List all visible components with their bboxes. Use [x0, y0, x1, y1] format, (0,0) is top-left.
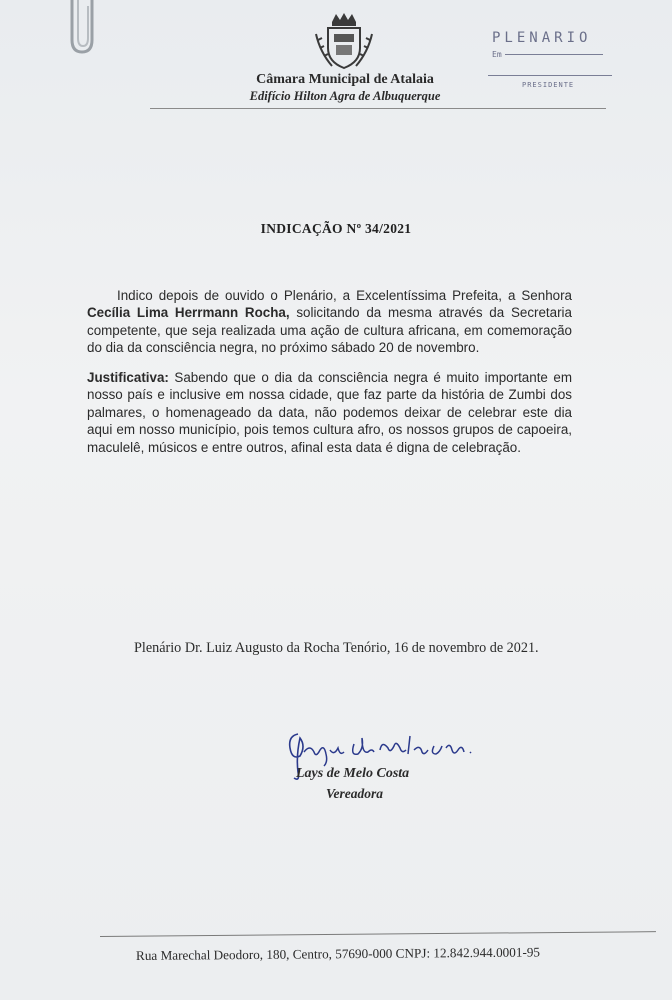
place-and-date: Plenário Dr. Luiz Augusto da Rocha Tenório, 16 de novembro de 2021.: [134, 640, 539, 656]
mayor-name: Cecília Lima Herrmann Rocha,: [87, 305, 290, 321]
paper-clip-icon: [58, 0, 108, 58]
stamp-date-line: [492, 50, 603, 59]
stamp-signature-label: PRESIDENTE: [522, 81, 575, 89]
signer-role: Vereadora: [326, 786, 383, 801]
plenario-stamp: [488, 26, 616, 92]
stamp-title: PLENARIO: [492, 30, 592, 46]
request-paragraph: [87, 287, 572, 357]
organization-name: Câmara Municipal de Atalaia: [256, 72, 434, 87]
header-divider: [150, 108, 606, 109]
municipal-crest-icon: [312, 12, 376, 72]
request-intro: Indico depois de ouvido o Plenário, a Excelentíssima Prefeita, a Senhora: [117, 288, 572, 303]
stamp-rule: [488, 75, 612, 76]
justification-paragraph: [87, 369, 572, 456]
building-name: Edifício Hilton Agra de Albuquerque: [249, 89, 441, 103]
footer-divider: [100, 931, 656, 937]
justification-label: Justificativa:: [87, 370, 169, 385]
signer-name: Lays de Melo Costa: [296, 766, 410, 781]
request-body: solicitando da mesma através da Secretaria competente, que seja realizada uma ação de cultura africana, em comemoração do dia da consciência negra, no próximo sábado 20 de novembro.: [87, 305, 572, 356]
document-title: INDICAÇÃO Nº 34/2021: [260, 221, 412, 236]
stamp-date-label: Em: [492, 50, 502, 59]
justification-text: Sabendo que o dia da consciência negra é muito importante em nosso país e inclusive em nossa cidade, que faz parte da história de Zumbi dos palmares, o homenageado da data, não podemos deixar de celebrar este dia aqui em nosso município, pois temos cultura afro, os nossos grupos de capoeira, maculelê, músicos e entre outros, afinal esta data é digna de celebração.: [87, 370, 572, 455]
footer-address: Rua Marechal Deodoro, 180, Centro, 57690-000 CNPJ: 12.842.944.0001-95: [135, 944, 541, 963]
